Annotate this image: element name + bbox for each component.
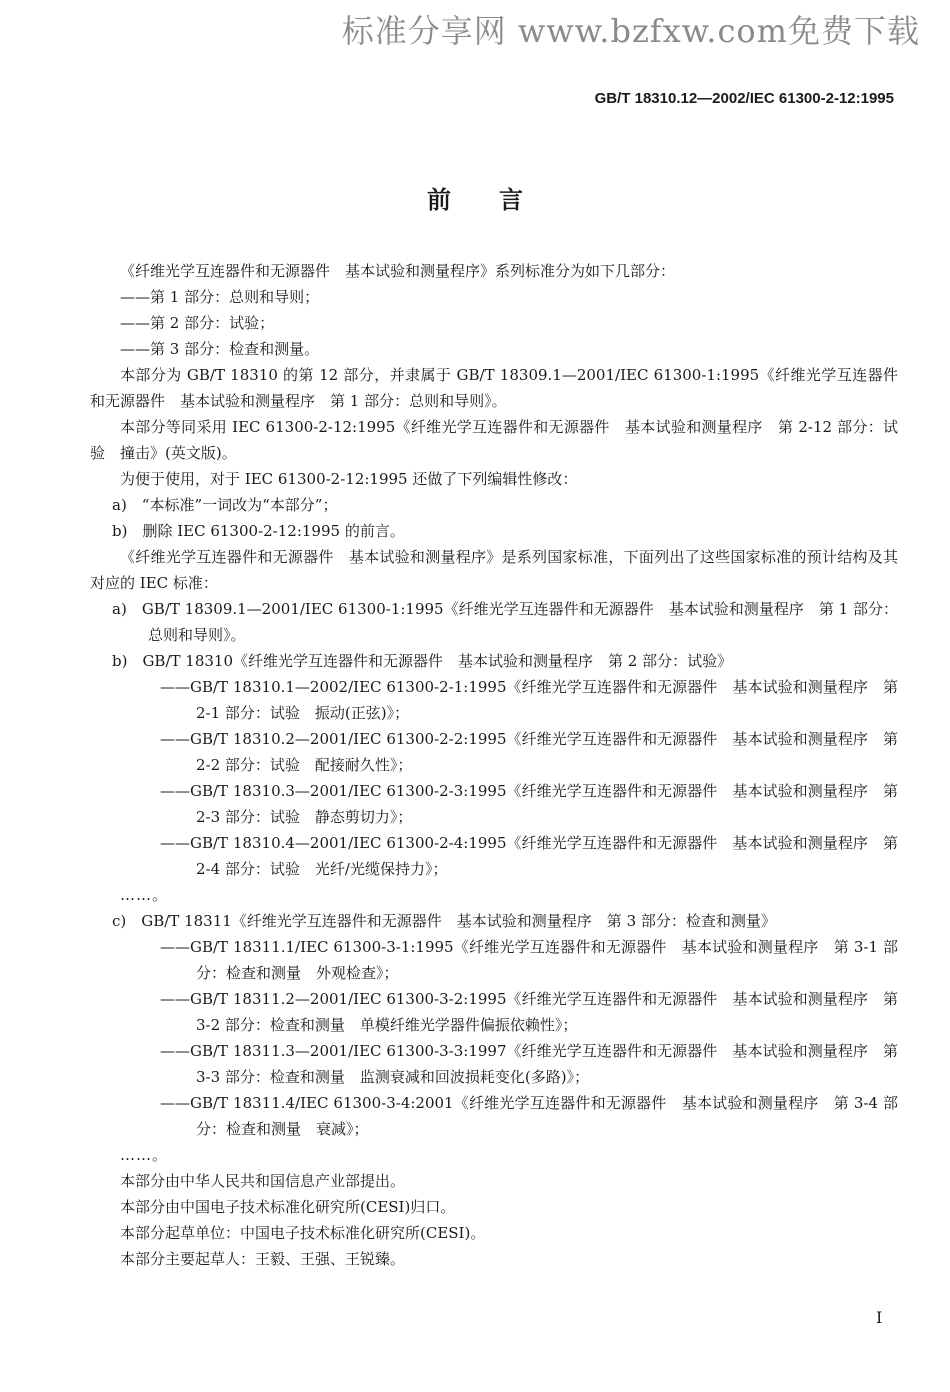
structure-c-sub-4: ——GB/T 18311.4/IEC 61300-3-4:2001《纤维光学互连器件和无源器件 基本试验和测量程序 第 3-4 部分：检查和测量 衰减》； [160, 1094, 898, 1138]
structure-c-sub-3: ——GB/T 18311.3—2001/IEC 61300-3-3:1997《纤维光学互连器件和无源器件 基本试验和测量程序 第 3-3 部分：检查和测量 监测衰减和回波损耗变化(多路)》； [160, 1042, 898, 1086]
structure-intro: 《纤维光学互连器件和无源器件 基本试验和测量程序》是系列国家标准，下面列出了这些国家标准的预计结构及其对应的 IEC 标准： [90, 548, 898, 592]
structure-item-a: a) GB/T 18309.1—2001/IEC 61300-1:1995《纤维光学互连器件和无源器件 基本试验和测量程序 第 1 部分：总则和导则》。 [112, 600, 898, 644]
structure-item-c: c) GB/T 18311《纤维光学互连器件和无源器件 基本试验和测量程序 第 3 部分：检查和测量》 [112, 912, 776, 930]
structure-b-sub-2: ——GB/T 18310.2—2001/IEC 61300-2-2:1995《纤维光学互连器件和无源器件 基本试验和测量程序 第 2-2 部分：试验 配接耐久性》； [160, 730, 898, 774]
drafting-unit-line: 本部分起草单位：中国电子技术标准化研究所(CESI)。 [120, 1224, 486, 1242]
series-part-2: ——第 2 部分：试验； [120, 314, 275, 332]
structure-b-sub-4: ——GB/T 18310.4—2001/IEC 61300-2-4:1995《纤维光学互连器件和无源器件 基本试验和测量程序 第 2-4 部分：试验 光纤/光缆保持力》； [160, 834, 898, 878]
series-intro: 《纤维光学互连器件和无源器件 基本试验和测量程序》系列标准分为如下几部分： [120, 262, 676, 280]
ellipsis-1: ……。 [120, 886, 169, 904]
administrator-line: 本部分由中国电子技术标准化研究所(CESI)归口。 [120, 1198, 456, 1216]
standard-number: GB/T 18310.12—2002/IEC 61300-2-12:1995 [594, 90, 894, 107]
series-part-1: ——第 1 部分：总则和导则； [120, 288, 320, 306]
structure-c-sub-1: ——GB/T 18311.1/IEC 61300-3-1:1995《纤维光学互连器件和无源器件 基本试验和测量程序 第 3-1 部分：检查和测量 外观检查》； [160, 938, 898, 982]
watermark-text: 标准分享网 www.bzfxw.com免费下载 [341, 12, 920, 50]
series-part-3: ——第 3 部分：检查和测量。 [120, 340, 320, 358]
page-number: I [876, 1308, 883, 1327]
structure-b-sub-1: ——GB/T 18310.1—2002/IEC 61300-2-1:1995《纤维光学互连器件和无源器件 基本试验和测量程序 第 2-1 部分：试验 振动(正弦)》； [160, 678, 898, 722]
ellipsis-2: ……。 [120, 1146, 169, 1164]
structure-b-sub-3: ——GB/T 18310.3—2001/IEC 61300-2-3:1995《纤维光学互连器件和无源器件 基本试验和测量程序 第 2-3 部分：试验 静态剪切力》； [160, 782, 898, 826]
edit-item-a: a) “本标准”一词改为“本部分”； [112, 496, 338, 514]
foreword-body [90, 258, 898, 1272]
edit-item-b: b) 删除 IEC 61300-2-12:1995 的前言。 [112, 522, 405, 540]
structure-c-sub-2: ——GB/T 18311.2—2001/IEC 61300-3-2:1995《纤维光学互连器件和无源器件 基本试验和测量程序 第 3-2 部分：检查和测量 单模纤维光学器件偏振依赖性》； [160, 990, 898, 1034]
page-title: 前 言 [427, 186, 523, 214]
structure-item-b: b) GB/T 18310《纤维光学互连器件和无源器件 基本试验和测量程序 第 2 部分：试验》 [112, 652, 733, 670]
proposer-line: 本部分由中华人民共和国信息产业部提出。 [120, 1172, 406, 1190]
drafters-line: 本部分主要起草人：王毅、王强、王锐臻。 [120, 1250, 406, 1268]
adoption-paragraph: 本部分等同采用 IEC 61300-2-12:1995《纤维光学互连器件和无源器件 基本试验和测量程序 第 2-12 部分：试验 撞击》(英文版)。 [90, 418, 898, 462]
edit-intro: 为便于使用，对于 IEC 61300-2-12:1995 还做了下列编辑性修改： [120, 470, 578, 488]
part-relation-paragraph: 本部分为 GB/T 18310 的第 12 部分，并隶属于 GB/T 18309.1—2001/IEC 61300-1:1995《纤维光学互连器件和无源器件 基本试验和测量程序 第 1 部分：总则和导则》。 [90, 366, 898, 410]
